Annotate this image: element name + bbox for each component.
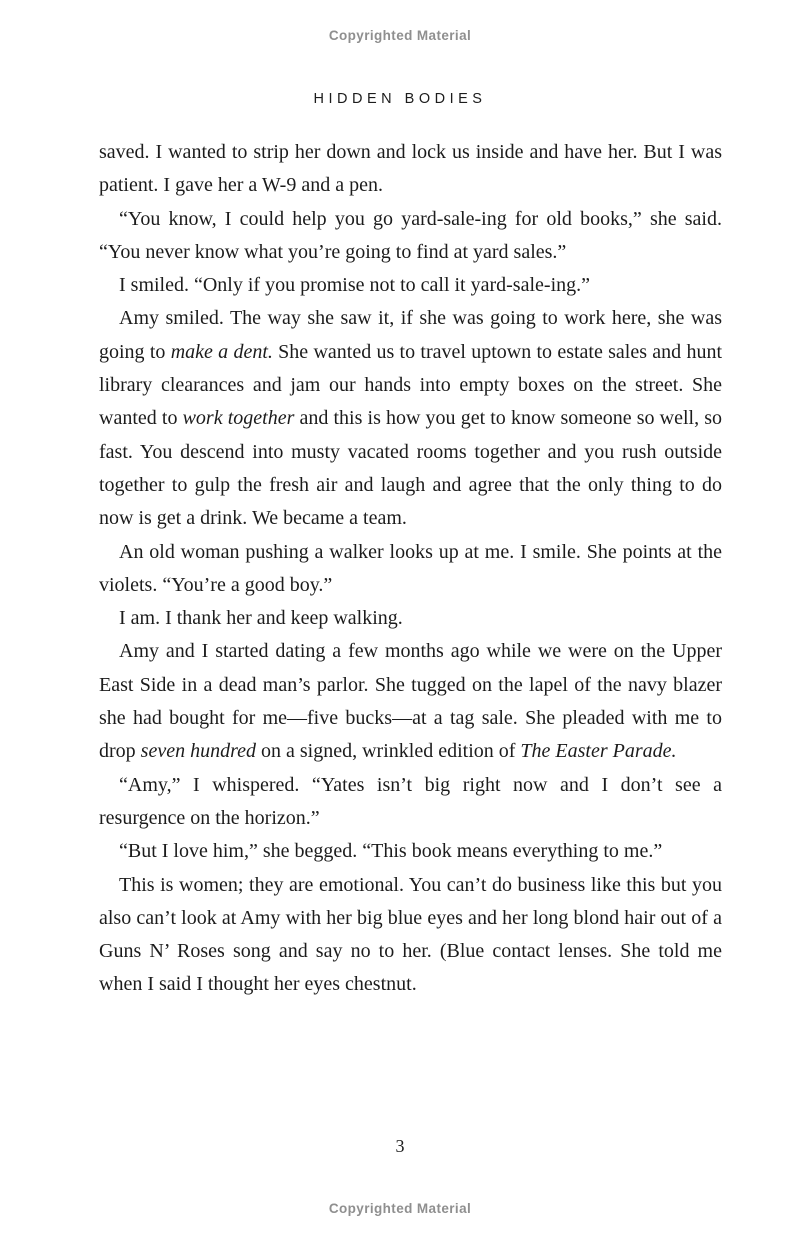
copyright-notice-bottom: Copyrighted Material <box>328 1201 472 1216</box>
body-paragraph <box>99 136 722 203</box>
text-run: “But I love him,” she begged. “This book means everything to me.” <box>119 840 663 863</box>
text-run: She wanted us to travel uptown to estate sales and hunt library clearances and jam our hands into empty boxes on the street. She wanted to <box>99 340 722 430</box>
body-paragraph <box>99 635 722 768</box>
body-paragraph <box>99 269 722 302</box>
running-head-title: HIDDEN BODIES <box>313 91 487 107</box>
text-run: This is women; they are emotional. You can’t do business like this but you also can’t look at Amy with her big blue eyes and her long blond hair out of a Guns N’ Roses song and say no to her. (Blue contact lenses. She told me when I said I thought her eyes chestnut. <box>99 873 722 996</box>
text-run: on a signed, wrinkled edition of <box>256 740 521 763</box>
text-run: An old woman pushing a walker looks up at me. I smile. She points at the violets. “You’re a good boy.” <box>99 540 722 596</box>
body-paragraph <box>99 869 722 1002</box>
text-run: “You know, I could help you go yard-sale-ing for old books,” she said. “You never know what you’re going to find at yard sales.” <box>99 207 722 263</box>
text-run: Amy and I started dating a few months ago while we were on the Upper East Side in a dead man’s parlor. She tugged on the lapel of the navy blazer she had bought for me—five bucks—at a tag sale. She pleaded with me to drop <box>99 640 722 763</box>
body-paragraph <box>99 602 722 635</box>
italic-text-run: make a dent. <box>170 340 273 363</box>
text-run: “Amy,” I whispered. “Yates isn’t big right now and I don’t see a resurgence on the horizon.” <box>99 773 722 829</box>
body-paragraph <box>99 769 722 836</box>
copyright-notice-top: Copyrighted Material <box>328 28 472 43</box>
body-paragraph <box>99 835 722 868</box>
text-run: Amy smiled. The way she saw it, if she was going to work here, she was going to <box>99 307 722 363</box>
body-paragraph <box>99 203 722 270</box>
text-run: I am. I thank her and keep walking. <box>119 607 403 630</box>
italic-text-run: The Easter Parade. <box>520 740 677 763</box>
text-run: I smiled. “Only if you promise not to call it yard-sale-ing.” <box>119 274 590 297</box>
body-paragraph <box>99 302 722 535</box>
body-paragraph <box>99 536 722 603</box>
page-number: 3 <box>395 1136 405 1156</box>
text-run: and this is how you get to know someone so well, so fast. You descend into musty vacated rooms together and you rush outside together to gulp the fresh air and laugh and agree that the only thing to do now is get a drink. We became a team. <box>99 407 722 530</box>
text-run: saved. I wanted to strip her down and lock us inside and have her. But I was patient. I gave her a W-9 and a pen. <box>99 141 722 197</box>
body-text <box>99 136 722 1002</box>
italic-text-run: work together <box>182 407 295 430</box>
italic-text-run: seven hundred <box>140 740 257 763</box>
